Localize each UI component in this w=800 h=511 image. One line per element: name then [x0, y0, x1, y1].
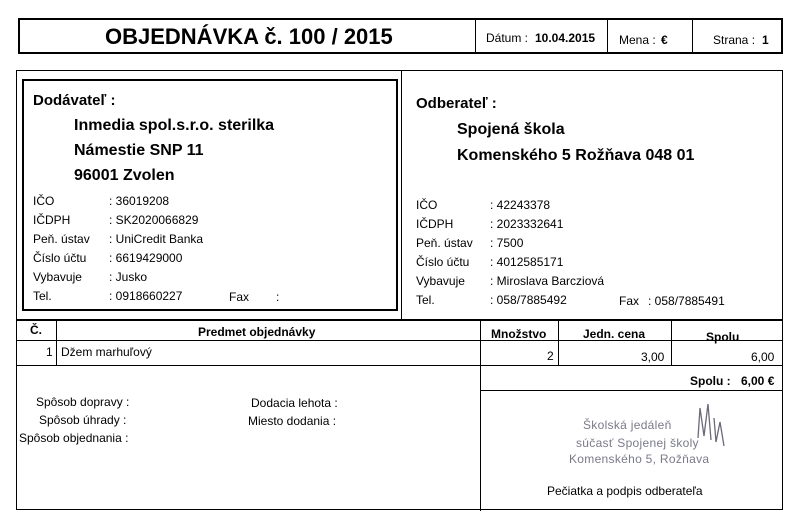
customer-fax-value: : 058/7885491 — [648, 294, 725, 308]
table-row-line — [17, 365, 782, 366]
supplier-bank-label: Peň. ústav — [33, 232, 90, 246]
ordering-label: Spôsob objednania : — [19, 431, 129, 445]
row-item: Džem marhuľový — [61, 345, 152, 359]
customer-bank-label: Peň. ústav — [416, 236, 473, 250]
row-price: 3,00 — [641, 350, 665, 364]
supplier-tel-label: Tel. — [33, 289, 52, 303]
supplier-street: Námestie SNP 11 — [74, 142, 204, 159]
table-col-divider — [56, 320, 57, 365]
table-top-line — [17, 319, 782, 321]
stamp-line-1: Školská jedáleň — [583, 418, 672, 432]
currency-label: Mena : — [619, 33, 656, 47]
customer-contact-value: : Miroslava Barcziová — [490, 274, 605, 288]
page-value: 1 — [762, 33, 769, 47]
supplier-name: Inmedia spol.s.r.o. sterilka — [74, 117, 275, 134]
customer-street: Komenského 5 Rožňava 048 01 — [457, 147, 695, 164]
stamp-line-2: súčasť Spojenej školy — [576, 436, 699, 450]
supplier-tel-value: : 0918660227 — [109, 289, 183, 303]
table-sum-line — [480, 390, 782, 391]
supplier-ico-label: IČO — [33, 194, 55, 208]
stamp-line-3: Komenského 5, Rožňava — [569, 452, 710, 466]
sum-label: Spolu : — [690, 374, 731, 388]
col-header-no: Č. — [30, 323, 42, 337]
currency-value: € — [661, 33, 668, 47]
date-label: Dátum : — [486, 31, 529, 45]
supplier-city: 96001 Zvolen — [74, 167, 175, 184]
party-divider — [401, 71, 402, 319]
customer-name: Spojená škola — [457, 121, 565, 138]
page-label: Strana : — [713, 33, 756, 47]
customer-contact-label: Vybavuje — [416, 274, 465, 288]
col-header-total: Spolu — [706, 330, 740, 344]
customer-icdph-value: : 2023332641 — [490, 217, 564, 231]
header-divider — [692, 19, 693, 53]
table-col-divider — [480, 320, 481, 511]
customer-fax-label: Fax — [619, 294, 640, 308]
col-header-price: Jedn. cena — [583, 327, 646, 341]
customer-ico-label: IČO — [416, 198, 438, 212]
customer-tel-label: Tel. — [416, 293, 435, 307]
document-title: OBJEDNÁVKA č. 100 / 2015 — [105, 24, 393, 49]
customer-tel-value: : 058/7885492 — [490, 293, 567, 307]
customer-bank-value: : 7500 — [490, 236, 524, 250]
supplier-icdph-label: IČDPH — [33, 213, 71, 227]
customer-icdph-label: IČDPH — [416, 217, 454, 231]
customer-account-value: : 4012585171 — [490, 255, 564, 269]
customer-ico-value: : 42243378 — [490, 198, 551, 212]
supplier-bank-value: : UniCredit Banka — [109, 232, 204, 246]
delivery-term-label: Dodacia lehota : — [251, 396, 338, 410]
date-value: 10.04.2015 — [535, 31, 596, 45]
supplier-account-label: Číslo účtu — [33, 251, 87, 265]
supplier-icdph-value: : SK2020066829 — [109, 213, 199, 227]
supplier-contact-label: Vybavuje — [33, 270, 82, 284]
row-total: 6,00 — [751, 350, 775, 364]
customer-account-label: Číslo účtu — [416, 255, 470, 269]
supplier-contact-value: : Jusko — [109, 270, 148, 284]
header-divider — [475, 19, 476, 53]
sum-value: 6,00 € — [741, 374, 775, 388]
payment-label: Spôsob úhrady : — [39, 413, 127, 427]
supplier-ico-value: : 36019208 — [109, 194, 170, 208]
supplier-fax-label: Fax — [229, 290, 250, 304]
transport-label: Spôsob dopravy : — [36, 395, 130, 409]
col-header-item: Predmet objednávky — [198, 325, 316, 339]
header-divider — [607, 19, 608, 53]
signature-scribble — [690, 398, 740, 458]
table-header-line — [17, 340, 782, 341]
col-header-qty: Množstvo — [491, 327, 547, 341]
row-qty: 2 — [547, 349, 554, 363]
row-no: 1 — [46, 345, 53, 359]
table-col-divider — [558, 320, 559, 365]
supplier-fax-value: : — [276, 290, 280, 304]
delivery-place-label: Miesto dodania : — [248, 414, 337, 428]
supplier-account-value: : 6619429000 — [109, 251, 183, 265]
customer-heading: Odberateľ : — [416, 95, 497, 112]
table-col-divider — [671, 320, 672, 365]
supplier-heading: Dodávateľ : — [33, 92, 116, 109]
signature-caption: Pečiatka a podpis odberateľa — [547, 484, 703, 498]
